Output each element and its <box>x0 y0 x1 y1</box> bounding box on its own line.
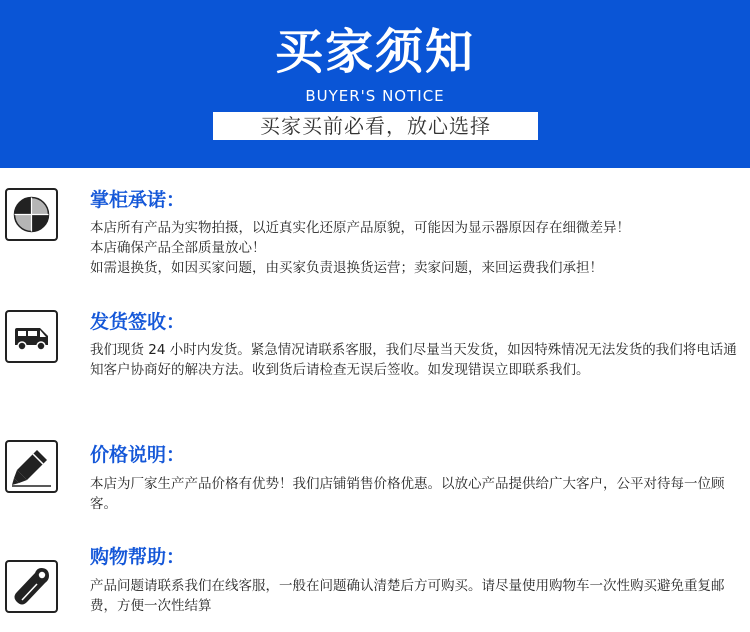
delivery-van-icon <box>5 310 58 363</box>
section-line: 本店所有产品为实物拍摄，以近真实化还原产品原貌，可能因为显示器原因存在细微差异！ <box>90 220 630 236</box>
marker-pen-icon <box>5 440 58 493</box>
section-title: 购物帮助： <box>90 546 186 568</box>
pie-chart-icon <box>5 188 58 241</box>
section-body <box>90 576 738 616</box>
section-body <box>90 474 738 514</box>
section-title: 掌柜承诺： <box>90 189 186 211</box>
section-title: 发货签收： <box>90 311 186 333</box>
page-subtitle: BUYER'S NOTICE <box>305 87 445 105</box>
section-line: 如需退换货，如因买家问题，由买家负责退换货运营；卖家问题，来回运费我们承担！ <box>90 260 603 276</box>
section-line: 我们现货 24 小时内发货。紧急情况请联系客服，我们尽量当天发货，如因特殊情况无法发货的我们将电话通知客户协商好的解决方法。收到货后请检查无误后签收。如发现错误立即联系我们。 <box>90 342 737 378</box>
section-body <box>90 218 738 278</box>
section-title: 价格说明： <box>90 444 186 466</box>
header-banner <box>0 0 750 168</box>
section-line: 本店为厂家生产产品价格有优势！我们店铺销售价格优惠。以放心产品提供给广大客户，公平对待每一位顾客。 <box>90 476 725 512</box>
key-tag-icon <box>5 560 58 613</box>
tagline-box: 买家买前必看，放心选择 <box>213 112 538 140</box>
section-body <box>90 340 738 380</box>
section-line: 产品问题请联系我们在线客服，一般在问题确认清楚后方可购买。请尽量使用购物车一次性购买避免重复邮费，方便一次性结算 <box>90 578 725 614</box>
section-line: 本店确保产品全部质量放心！ <box>90 240 266 256</box>
page-title: 买家须知 <box>274 24 475 80</box>
